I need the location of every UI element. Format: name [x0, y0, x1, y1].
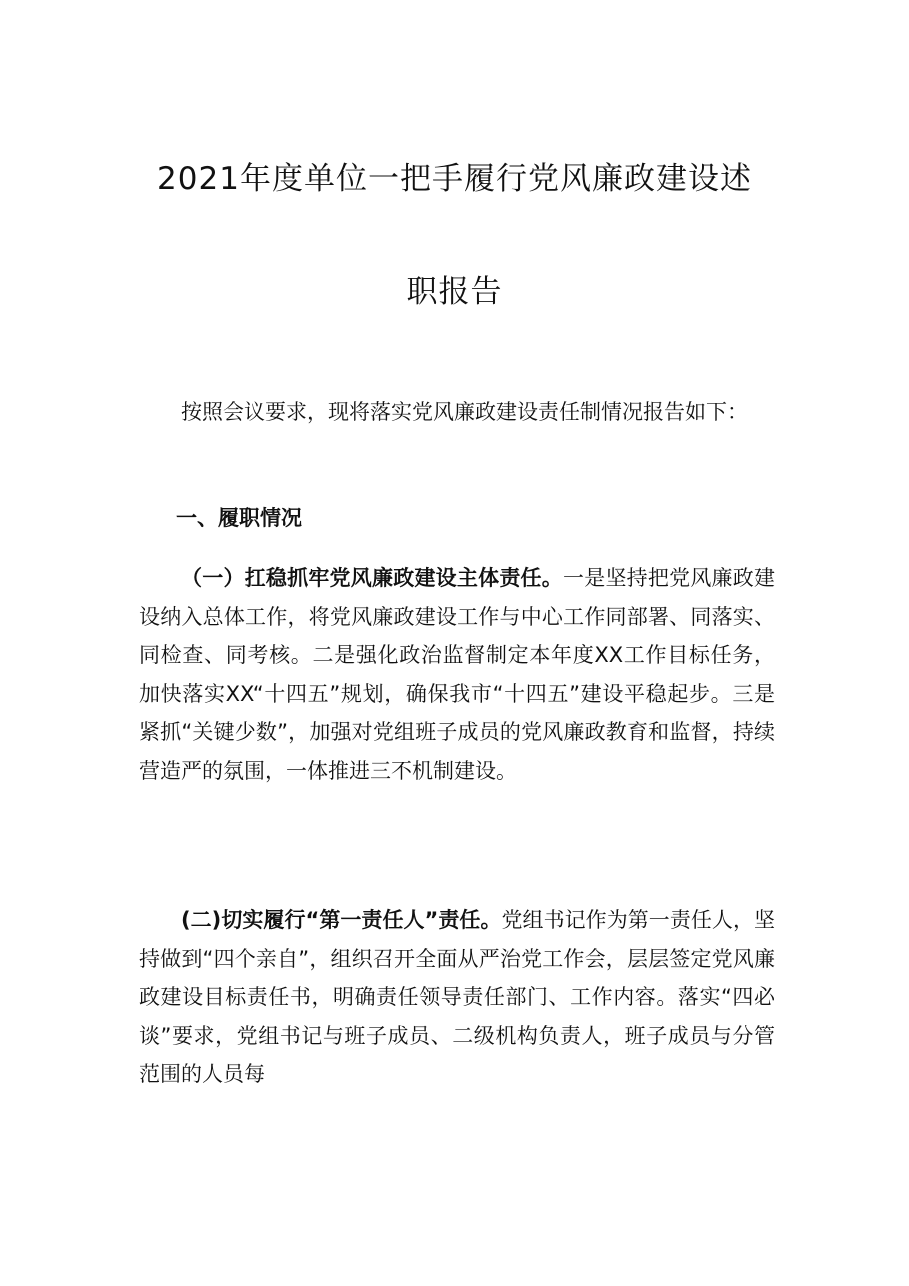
paragraph-1	[139, 559, 775, 790]
paragraph-2	[139, 901, 775, 1094]
paragraph-1-lead: （一）扛稳抓牢党风廉政建设主体责任。	[181, 566, 563, 590]
paragraph-1-text: 一是坚持把党风廉政建设纳入总体工作，将党风廉政建设工作与中心工作同部署、同落实、同检查、同考核。二是强化政治监督制定本年度XX工作目标任务，加快落实XX“十四五”规划，确保我市“十四五”建设平稳起步。三是紧抓“关键少数”，加强对党组班子成员的党风廉政教育和监督，持续营造严的氛围，一体推进三不机制建设。	[139, 566, 775, 783]
paragraph-2-lead: (二)切实履行“第一责任人”责任。	[181, 908, 502, 932]
document-title-line-1: 2021年度单位一把手履行党风廉政建设述	[157, 161, 752, 197]
intro-paragraph: 按照会议要求，现将落实党风廉政建设责任制情况报告如下：	[181, 400, 748, 424]
section-heading: 一、履职情况	[176, 506, 302, 530]
paragraph-2-text: 党组书记作为第一责任人，坚持做到“四个亲自”，组织召开全面从严治党工作会，层层签定党风廉政建设目标责任书，明确责任领导责任部门、工作内容。落实“四必谈”要求，党组书记与班子成员、二级机构负责人，班子成员与分管范围的人员每	[139, 908, 775, 1086]
document-title-line-2: 职报告	[406, 274, 503, 310]
